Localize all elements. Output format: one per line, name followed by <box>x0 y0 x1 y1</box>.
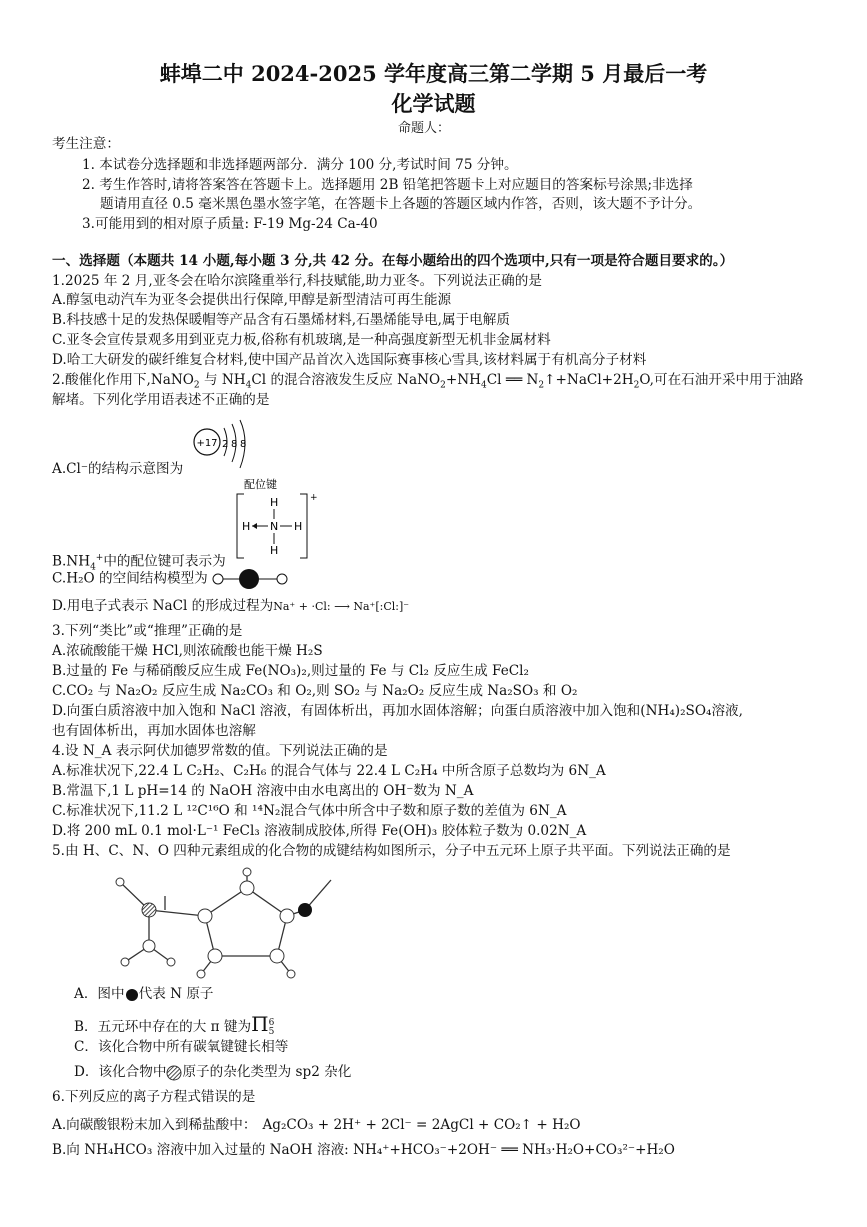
notice-item-2: 2. 考生作答时,请将答案答在答题卡上。选择题用 2B 铅笔把答题卡上对应题目的答案标号涂黑;非选择 <box>82 177 693 193</box>
section-heading: 一、选择题（本题共 14 小题,每小题 3 分,共 42 分。在每小题给出的四个选项中,只有一项是符合题目要求的。） <box>52 253 734 269</box>
q2-option-b: $B.NH_4^+$中的配位键可表示为 <box>52 553 226 573</box>
notice-heading: 考生注意： <box>52 136 120 152</box>
q3-option-d: D.向蛋白质溶液中加入饱和 NaCl 溶液，有固体析出，再加水固体溶解；向蛋白质溶液中加入饱和(NH₄)₂SO₄溶液, <box>52 703 743 719</box>
q4-option-a: A.标准状况下,22.4 L C₂H₂、C₂H₆ 的混合气体与 22.4 L C₂H₄ 中所含原子总数均为 6N_A <box>52 763 606 779</box>
q5-option-c: C．该化合物中所有碳氧键键长相等 <box>74 1039 289 1055</box>
q5-option-a: A．图中 代表 N 原子 <box>74 986 214 1002</box>
ammonium-structure <box>232 476 317 564</box>
q1-stem: 1.2025 年 2 月,亚冬会在哈尔滨隆重举行,科技赋能,助力亚冬。下列说法正确的是 <box>52 273 542 289</box>
svg-text:+: + <box>310 493 318 503</box>
q2-option-c: C.H₂O 的空间结构模型为 <box>52 569 292 589</box>
h-top: H <box>270 496 279 509</box>
notice-item-1: 1. 本试卷分选择题和非选择题两部分．满分 100 分,考试时间 75 分钟。 <box>82 157 518 173</box>
notice-item-3: 3.可能用到的相对原子质量: F-19 Mg-24 Ca-40 <box>82 216 378 232</box>
nacl-formation: Na⁺ + ·Cl: ⟶ Na⁺[:Cl:]⁻ <box>273 600 410 613</box>
h-left: H <box>242 520 251 533</box>
q4-option-d: D.将 200 mL 0.1 mol·L⁻¹ FeCl₃ 溶液制成胶体,所得 Fe(OH)₃ 胶体粒子数为 0.02N_A <box>52 823 587 839</box>
q6-option-a: A.向碳酸银粉末加入到稀盐酸中： Ag₂CO₃ + 2H⁺ + 2Cl⁻ = 2AgCl + CO₂↑ + H₂O <box>52 1117 581 1133</box>
q4-option-c: C.标准状况下,11.2 L ¹²C¹⁶O 和 ¹⁴N₂混合气体中所含中子数和原子数的差值为 6N_A <box>52 803 567 819</box>
q5-option-d: D．该化合物中 原子的杂化类型为 sp2 杂化 <box>74 1064 352 1080</box>
q6-stem: 6.下列反应的离子方程式错误的是 <box>52 1089 256 1105</box>
coordinate-bond-label: 配位键 <box>244 478 277 491</box>
q2-stem: 2.酸催化作用下,NaNO$_2$ 与 $NH_4Cl$ 的混合溶液发生反应 $NaNO_2+NH_4Cl$ ══ $N_2↑+NaCl+2H_2O$,可在石油开采中用于油路 <box>52 372 804 391</box>
q1-option-a: A.醇氢电动汽车为亚冬会提供出行保障,甲醇是新型清洁可再生能源 <box>52 292 452 308</box>
q3-option-b: B.过量的 Fe 与稀硝酸反应生成 Fe(NO₃)₂,则过量的 Fe 与 Cl₂ 反应生成 FeCl₂ <box>52 663 529 679</box>
q4-option-b: B.常温下,1 L pH=14 的 NaOH 溶液中由水电离出的 OH⁻数为 N_A <box>52 783 474 799</box>
q1-option-b: B.科技感十足的发热保暖帽等产品含有石墨烯材料,石墨烯能导电,属于电解质 <box>52 312 510 328</box>
h-right: H <box>294 520 303 533</box>
shell-2-label: 8 <box>231 439 238 450</box>
exam-subtitle: 化学试题 <box>391 91 476 116</box>
molecule-diagram <box>105 866 335 978</box>
cl-ion-diagram <box>190 420 260 476</box>
author-label: 命题人： <box>398 121 451 136</box>
water-model <box>212 569 292 589</box>
q3-stem: 3.下列“类比”或“推理”正确的是 <box>52 623 243 639</box>
q2-stem-cont: 解堵。下列化学用语表述不正确的是 <box>52 392 270 408</box>
q3-option-c: C.CO₂ 与 Na₂O₂ 反应生成 Na₂CO₃ 和 O₂,则 SO₂ 与 Na₂O₂ 反应生成 Na₂SO₃ 和 O₂ <box>52 683 578 699</box>
shell-3-label: 8 <box>240 439 247 450</box>
q2-option-d: D.用电子式表示 NaCl 的形成过程为Na⁺ + ·Cl: ⟶ Na⁺[:Cl:]⁻ <box>52 598 410 614</box>
q3-option-d-cont: 也有固体析出，再加水固体也溶解 <box>52 723 256 739</box>
q1-option-c: C.亚冬会宣传景观多用到亚克力板,俗称有机玻璃,是一种高强度新型无机非金属材料 <box>52 332 551 348</box>
notice-item-2-cont: 题请用直径 0.5 毫米黑色墨水签字笔，在答题卡上各题的答题区域内作答，否则，该大题不予计分。 <box>100 196 702 212</box>
h-bottom: H <box>270 544 279 557</box>
q2-option-a: A.Cl⁻的结构示意图为 <box>52 461 184 477</box>
exam-title: 蚌埠二中 2024-2025 学年度高三第二学期 5 月最后一考 <box>159 61 708 86</box>
n-center: N <box>270 520 279 533</box>
nucleus-label: +17 <box>196 438 218 449</box>
shell-1-label: 2 <box>222 439 229 450</box>
q6-a-equation: Ag₂CO₃ + 2H⁺ + 2Cl⁻ = 2AgCl + CO₂↑ + H₂O <box>262 1117 581 1133</box>
q1-option-d: D.哈工大研发的碳纤维复合材料,使中国产品首次入选国际赛事核心雪具,该材料属于有机高分子材料 <box>52 352 647 368</box>
q3-option-a: A.浓硫酸能干燥 HCl,则浓硫酸也能干燥 H₂S <box>52 643 323 659</box>
q5-option-b: B．五元环中存在的大 π 键为Π6 5 <box>74 1012 275 1037</box>
q4-stem: 4.设 N_A 表示阿伏加德罗常数的值。下列说法正确的是 <box>52 743 388 759</box>
q6-option-b: B.向 NH₄HCO₃ 溶液中加入过量的 NaOH 溶液: NH₄⁺+HCO₃⁻+2OH⁻ ══ NH₃·H₂O+CO₃²⁻+H₂O <box>52 1142 675 1158</box>
q5-stem: 5.由 H、C、N、O 四种元素组成的化合物的成键结构如图所示，分子中五元环上原子共平面。下列说法正确的是 <box>52 843 731 859</box>
